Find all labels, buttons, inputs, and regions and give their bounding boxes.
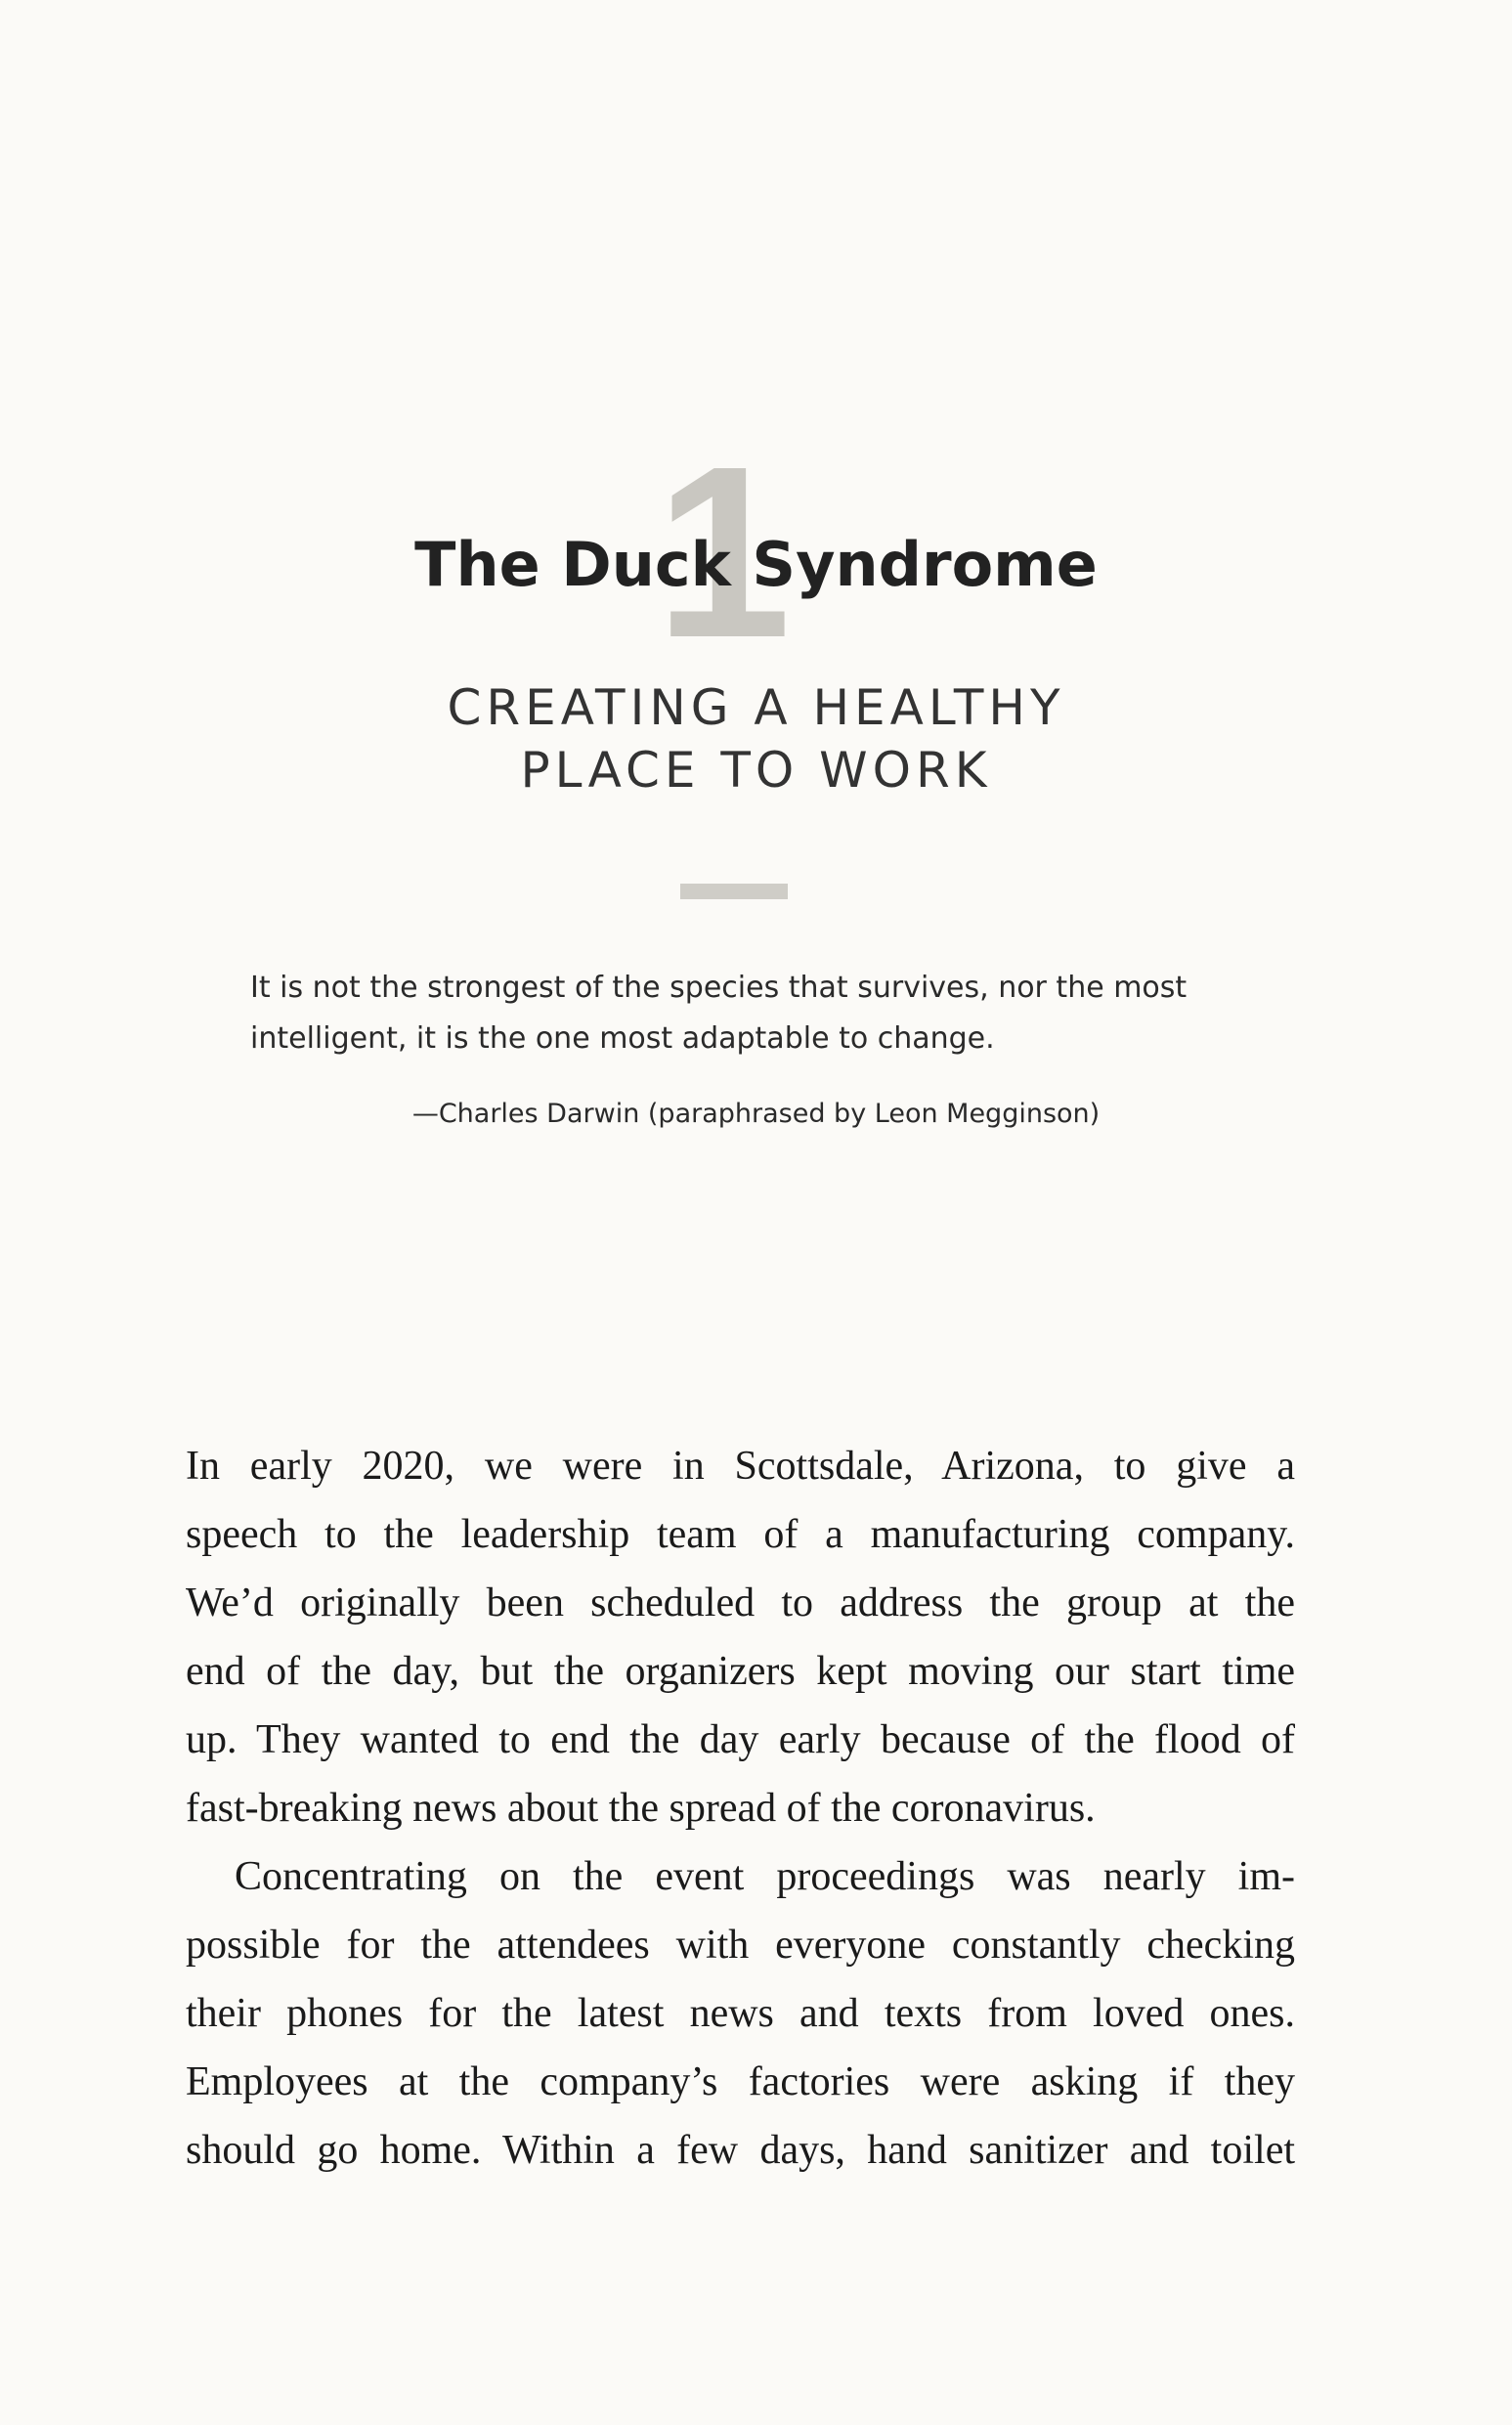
section-divider: [680, 884, 788, 899]
epigraph-line: intelligent, it is the one most adaptable to change.: [250, 1021, 995, 1056]
text-line: possible for the attendees with everyone constantly checking: [186, 1923, 1295, 1968]
text-line: fast-breaking news about the spread of the coronavirus.: [186, 1786, 1096, 1831]
epigraph-attribution: —Charles Darwin (paraphrased by Leon Megginson): [411, 1099, 1101, 1129]
text-line: In early 2020, we were in Scottsdale, Arizona, to give a: [186, 1444, 1295, 1489]
chapter-number: 1: [655, 415, 792, 688]
text-line: end of the day, but the organizers kept moving our start time: [186, 1649, 1295, 1694]
epigraph-quote: [250, 963, 1267, 1064]
text-line: should go home. Within a few days, hand sanitizer and toilet: [186, 2128, 1295, 2173]
text-line: their phones for the latest news and texts from loved ones.: [186, 1991, 1295, 2036]
paragraph-2: [186, 1842, 1295, 2185]
paragraph-1: [186, 1432, 1295, 1842]
text-line: Employees at the company’s factories were asking if they: [186, 2059, 1295, 2104]
epigraph-line: It is not the strongest of the species that survives, nor the most: [250, 971, 1188, 1005]
subtitle-line-2: PLACE TO WORK: [520, 742, 992, 799]
chapter-subtitle: [0, 676, 1512, 801]
text-line: up. They wanted to end the day early because of the flood of: [186, 1717, 1295, 1762]
text-line: speech to the leadership team of a manufacturing company.: [186, 1512, 1295, 1557]
subtitle-line-1: CREATING A HEALTHY: [447, 679, 1065, 736]
text-line: Concentrating on the event proceedings was nearly im-: [235, 1854, 1295, 1899]
chapter-title: The Duck Syndrome: [414, 529, 1098, 600]
body-text: [186, 1432, 1295, 2185]
text-line: We’d originally been scheduled to address the group at the: [186, 1581, 1295, 1625]
